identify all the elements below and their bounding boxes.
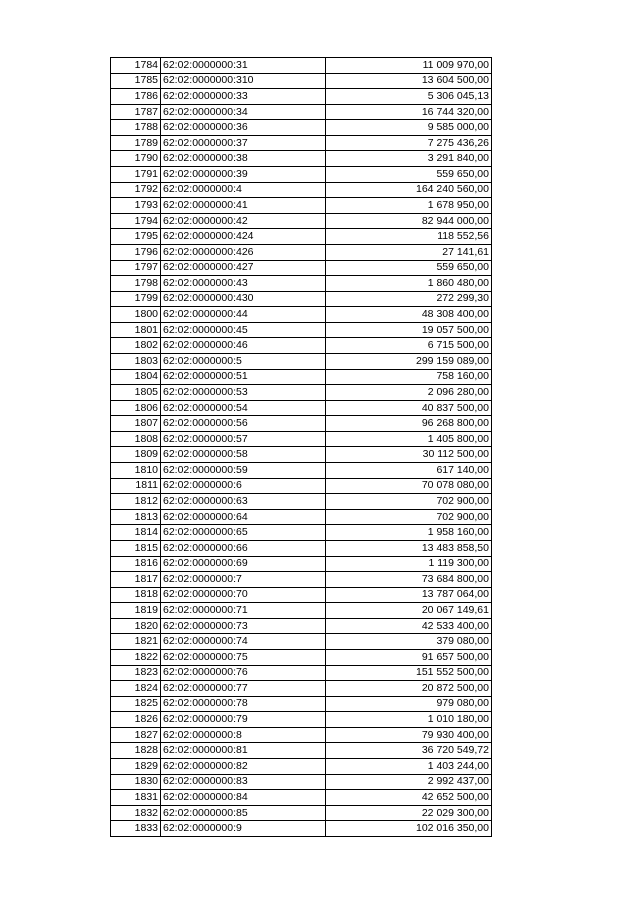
table-row bbox=[111, 743, 492, 759]
table-row bbox=[111, 151, 492, 167]
table-row bbox=[111, 276, 492, 292]
row-number-cell: 1788 bbox=[111, 120, 161, 136]
cadastral-number-cell: 62:02:0000000:76 bbox=[161, 665, 326, 681]
amount-cell: 7 275 436,26 bbox=[326, 135, 492, 151]
cadastral-number-cell: 62:02:0000000:81 bbox=[161, 743, 326, 759]
cadastral-number-cell: 62:02:0000000:38 bbox=[161, 151, 326, 167]
row-number-cell: 1820 bbox=[111, 618, 161, 634]
cadastral-number-cell: 62:02:0000000:44 bbox=[161, 307, 326, 323]
amount-cell: 79 930 400,00 bbox=[326, 727, 492, 743]
table-row bbox=[111, 805, 492, 821]
amount-cell: 11 009 970,00 bbox=[326, 58, 492, 74]
amount-cell: 20 872 500,00 bbox=[326, 681, 492, 697]
row-number-cell: 1789 bbox=[111, 135, 161, 151]
amount-cell: 42 533 400,00 bbox=[326, 618, 492, 634]
amount-cell: 1 405 800,00 bbox=[326, 431, 492, 447]
table-row bbox=[111, 385, 492, 401]
amount-cell: 73 684 800,00 bbox=[326, 572, 492, 588]
cadastral-number-cell: 62:02:0000000:83 bbox=[161, 774, 326, 790]
cadastral-number-cell: 62:02:0000000:39 bbox=[161, 167, 326, 183]
row-number-cell: 1794 bbox=[111, 213, 161, 229]
table-row bbox=[111, 260, 492, 276]
table-row bbox=[111, 821, 492, 837]
row-number-cell: 1812 bbox=[111, 494, 161, 510]
table-row bbox=[111, 307, 492, 323]
cadastral-number-cell: 62:02:0000000:31 bbox=[161, 58, 326, 74]
data-table bbox=[110, 57, 492, 837]
cadastral-number-cell: 62:02:0000000:78 bbox=[161, 696, 326, 712]
row-number-cell: 1814 bbox=[111, 525, 161, 541]
cadastral-number-cell: 62:02:0000000:430 bbox=[161, 291, 326, 307]
cadastral-number-cell: 62:02:0000000:424 bbox=[161, 229, 326, 245]
amount-cell: 82 944 000,00 bbox=[326, 213, 492, 229]
cadastral-number-cell: 62:02:0000000:71 bbox=[161, 603, 326, 619]
row-number-cell: 1827 bbox=[111, 727, 161, 743]
amount-cell: 1 010 180,00 bbox=[326, 712, 492, 728]
row-number-cell: 1811 bbox=[111, 478, 161, 494]
table-row bbox=[111, 213, 492, 229]
amount-cell: 2 096 280,00 bbox=[326, 385, 492, 401]
table-row bbox=[111, 494, 492, 510]
amount-cell: 1 678 950,00 bbox=[326, 198, 492, 214]
cadastral-number-cell: 62:02:0000000:34 bbox=[161, 104, 326, 120]
row-number-cell: 1826 bbox=[111, 712, 161, 728]
cadastral-number-cell: 62:02:0000000:7 bbox=[161, 572, 326, 588]
amount-cell: 2 992 437,00 bbox=[326, 774, 492, 790]
row-number-cell: 1830 bbox=[111, 774, 161, 790]
row-number-cell: 1808 bbox=[111, 431, 161, 447]
amount-cell: 42 652 500,00 bbox=[326, 790, 492, 806]
amount-cell: 299 159 089,00 bbox=[326, 353, 492, 369]
table-row bbox=[111, 665, 492, 681]
row-number-cell: 1816 bbox=[111, 556, 161, 572]
cadastral-number-cell: 62:02:0000000:77 bbox=[161, 681, 326, 697]
row-number-cell: 1831 bbox=[111, 790, 161, 806]
row-number-cell: 1790 bbox=[111, 151, 161, 167]
row-number-cell: 1804 bbox=[111, 369, 161, 385]
amount-cell: 22 029 300,00 bbox=[326, 805, 492, 821]
row-number-cell: 1821 bbox=[111, 634, 161, 650]
cadastral-number-cell: 62:02:0000000:58 bbox=[161, 447, 326, 463]
cadastral-number-cell: 62:02:0000000:66 bbox=[161, 540, 326, 556]
row-number-cell: 1791 bbox=[111, 167, 161, 183]
table-row bbox=[111, 759, 492, 775]
table-row bbox=[111, 463, 492, 479]
table-row bbox=[111, 587, 492, 603]
cadastral-number-cell: 62:02:0000000:33 bbox=[161, 89, 326, 105]
amount-cell: 1 958 160,00 bbox=[326, 525, 492, 541]
table-body bbox=[111, 58, 492, 837]
row-number-cell: 1798 bbox=[111, 276, 161, 292]
row-number-cell: 1817 bbox=[111, 572, 161, 588]
table-row bbox=[111, 509, 492, 525]
table-row bbox=[111, 478, 492, 494]
amount-cell: 6 715 500,00 bbox=[326, 338, 492, 354]
row-number-cell: 1786 bbox=[111, 89, 161, 105]
row-number-cell: 1822 bbox=[111, 649, 161, 665]
table-row bbox=[111, 525, 492, 541]
table-row bbox=[111, 649, 492, 665]
cadastral-number-cell: 62:02:0000000:37 bbox=[161, 135, 326, 151]
table-row bbox=[111, 416, 492, 432]
amount-cell: 151 552 500,00 bbox=[326, 665, 492, 681]
amount-cell: 758 160,00 bbox=[326, 369, 492, 385]
row-number-cell: 1832 bbox=[111, 805, 161, 821]
cadastral-number-cell: 62:02:0000000:310 bbox=[161, 73, 326, 89]
amount-cell: 559 650,00 bbox=[326, 260, 492, 276]
cadastral-number-cell: 62:02:0000000:65 bbox=[161, 525, 326, 541]
row-number-cell: 1815 bbox=[111, 540, 161, 556]
amount-cell: 702 900,00 bbox=[326, 494, 492, 510]
amount-cell: 20 067 149,61 bbox=[326, 603, 492, 619]
amount-cell: 272 299,30 bbox=[326, 291, 492, 307]
cadastral-number-cell: 62:02:0000000:73 bbox=[161, 618, 326, 634]
table-row bbox=[111, 790, 492, 806]
row-number-cell: 1813 bbox=[111, 509, 161, 525]
amount-cell: 30 112 500,00 bbox=[326, 447, 492, 463]
row-number-cell: 1784 bbox=[111, 58, 161, 74]
table-row bbox=[111, 540, 492, 556]
amount-cell: 164 240 560,00 bbox=[326, 182, 492, 198]
table-row bbox=[111, 681, 492, 697]
table-row bbox=[111, 431, 492, 447]
cadastral-number-cell: 62:02:0000000:43 bbox=[161, 276, 326, 292]
amount-cell: 559 650,00 bbox=[326, 167, 492, 183]
cadastral-number-cell: 62:02:0000000:8 bbox=[161, 727, 326, 743]
table-row bbox=[111, 135, 492, 151]
amount-cell: 379 080,00 bbox=[326, 634, 492, 650]
amount-cell: 16 744 320,00 bbox=[326, 104, 492, 120]
row-number-cell: 1833 bbox=[111, 821, 161, 837]
amount-cell: 5 306 045,13 bbox=[326, 89, 492, 105]
row-number-cell: 1803 bbox=[111, 353, 161, 369]
amount-cell: 702 900,00 bbox=[326, 509, 492, 525]
table-row bbox=[111, 400, 492, 416]
cadastral-number-cell: 62:02:0000000:70 bbox=[161, 587, 326, 603]
row-number-cell: 1799 bbox=[111, 291, 161, 307]
row-number-cell: 1795 bbox=[111, 229, 161, 245]
amount-cell: 96 268 800,00 bbox=[326, 416, 492, 432]
amount-cell: 9 585 000,00 bbox=[326, 120, 492, 136]
table-row bbox=[111, 572, 492, 588]
cadastral-number-cell: 62:02:0000000:64 bbox=[161, 509, 326, 525]
row-number-cell: 1805 bbox=[111, 385, 161, 401]
amount-cell: 1 860 480,00 bbox=[326, 276, 492, 292]
table-row bbox=[111, 167, 492, 183]
amount-cell: 40 837 500,00 bbox=[326, 400, 492, 416]
amount-cell: 1 403 244,00 bbox=[326, 759, 492, 775]
row-number-cell: 1802 bbox=[111, 338, 161, 354]
cadastral-number-cell: 62:02:0000000:53 bbox=[161, 385, 326, 401]
row-number-cell: 1829 bbox=[111, 759, 161, 775]
table-row bbox=[111, 244, 492, 260]
row-number-cell: 1806 bbox=[111, 400, 161, 416]
amount-cell: 36 720 549,72 bbox=[326, 743, 492, 759]
amount-cell: 91 657 500,00 bbox=[326, 649, 492, 665]
cadastral-number-cell: 62:02:0000000:36 bbox=[161, 120, 326, 136]
row-number-cell: 1785 bbox=[111, 73, 161, 89]
row-number-cell: 1801 bbox=[111, 322, 161, 338]
row-number-cell: 1787 bbox=[111, 104, 161, 120]
row-number-cell: 1800 bbox=[111, 307, 161, 323]
amount-cell: 19 057 500,00 bbox=[326, 322, 492, 338]
row-number-cell: 1792 bbox=[111, 182, 161, 198]
amount-cell: 617 140,00 bbox=[326, 463, 492, 479]
cadastral-number-cell: 62:02:0000000:46 bbox=[161, 338, 326, 354]
table-row bbox=[111, 182, 492, 198]
amount-cell: 27 141,61 bbox=[326, 244, 492, 260]
amount-cell: 13 604 500,00 bbox=[326, 73, 492, 89]
table-row bbox=[111, 618, 492, 634]
cadastral-number-cell: 62:02:0000000:9 bbox=[161, 821, 326, 837]
amount-cell: 13 787 064,00 bbox=[326, 587, 492, 603]
table-row bbox=[111, 556, 492, 572]
table-row bbox=[111, 89, 492, 105]
table-row bbox=[111, 727, 492, 743]
table-row bbox=[111, 369, 492, 385]
table-row bbox=[111, 774, 492, 790]
cadastral-number-cell: 62:02:0000000:4 bbox=[161, 182, 326, 198]
table-row bbox=[111, 291, 492, 307]
amount-cell: 979 080,00 bbox=[326, 696, 492, 712]
cadastral-number-cell: 62:02:0000000:82 bbox=[161, 759, 326, 775]
cadastral-number-cell: 62:02:0000000:69 bbox=[161, 556, 326, 572]
table-row bbox=[111, 73, 492, 89]
row-number-cell: 1809 bbox=[111, 447, 161, 463]
table-row bbox=[111, 634, 492, 650]
table-row bbox=[111, 447, 492, 463]
row-number-cell: 1807 bbox=[111, 416, 161, 432]
cadastral-number-cell: 62:02:0000000:85 bbox=[161, 805, 326, 821]
row-number-cell: 1819 bbox=[111, 603, 161, 619]
table-row bbox=[111, 120, 492, 136]
cadastral-number-cell: 62:02:0000000:42 bbox=[161, 213, 326, 229]
row-number-cell: 1825 bbox=[111, 696, 161, 712]
table-row bbox=[111, 353, 492, 369]
amount-cell: 3 291 840,00 bbox=[326, 151, 492, 167]
cadastral-number-cell: 62:02:0000000:6 bbox=[161, 478, 326, 494]
table-row bbox=[111, 58, 492, 74]
table-row bbox=[111, 603, 492, 619]
table-row bbox=[111, 198, 492, 214]
amount-cell: 48 308 400,00 bbox=[326, 307, 492, 323]
table-row bbox=[111, 322, 492, 338]
cadastral-number-cell: 62:02:0000000:59 bbox=[161, 463, 326, 479]
cadastral-number-cell: 62:02:0000000:51 bbox=[161, 369, 326, 385]
row-number-cell: 1810 bbox=[111, 463, 161, 479]
cadastral-number-cell: 62:02:0000000:5 bbox=[161, 353, 326, 369]
row-number-cell: 1793 bbox=[111, 198, 161, 214]
cadastral-number-cell: 62:02:0000000:63 bbox=[161, 494, 326, 510]
cadastral-number-cell: 62:02:0000000:45 bbox=[161, 322, 326, 338]
cadastral-number-cell: 62:02:0000000:56 bbox=[161, 416, 326, 432]
cadastral-number-cell: 62:02:0000000:54 bbox=[161, 400, 326, 416]
table-row bbox=[111, 229, 492, 245]
row-number-cell: 1823 bbox=[111, 665, 161, 681]
cadastral-number-cell: 62:02:0000000:57 bbox=[161, 431, 326, 447]
row-number-cell: 1824 bbox=[111, 681, 161, 697]
row-number-cell: 1818 bbox=[111, 587, 161, 603]
table-row bbox=[111, 696, 492, 712]
row-number-cell: 1796 bbox=[111, 244, 161, 260]
amount-cell: 118 552,56 bbox=[326, 229, 492, 245]
cadastral-number-cell: 62:02:0000000:427 bbox=[161, 260, 326, 276]
amount-cell: 70 078 080,00 bbox=[326, 478, 492, 494]
cadastral-number-cell: 62:02:0000000:41 bbox=[161, 198, 326, 214]
row-number-cell: 1797 bbox=[111, 260, 161, 276]
row-number-cell: 1828 bbox=[111, 743, 161, 759]
amount-cell: 1 119 300,00 bbox=[326, 556, 492, 572]
table-row bbox=[111, 712, 492, 728]
table-row bbox=[111, 338, 492, 354]
table-row bbox=[111, 104, 492, 120]
cadastral-number-cell: 62:02:0000000:75 bbox=[161, 649, 326, 665]
cadastral-number-cell: 62:02:0000000:79 bbox=[161, 712, 326, 728]
amount-cell: 13 483 858,50 bbox=[326, 540, 492, 556]
cadastral-number-cell: 62:02:0000000:84 bbox=[161, 790, 326, 806]
cadastral-number-cell: 62:02:0000000:426 bbox=[161, 244, 326, 260]
cadastral-number-cell: 62:02:0000000:74 bbox=[161, 634, 326, 650]
amount-cell: 102 016 350,00 bbox=[326, 821, 492, 837]
